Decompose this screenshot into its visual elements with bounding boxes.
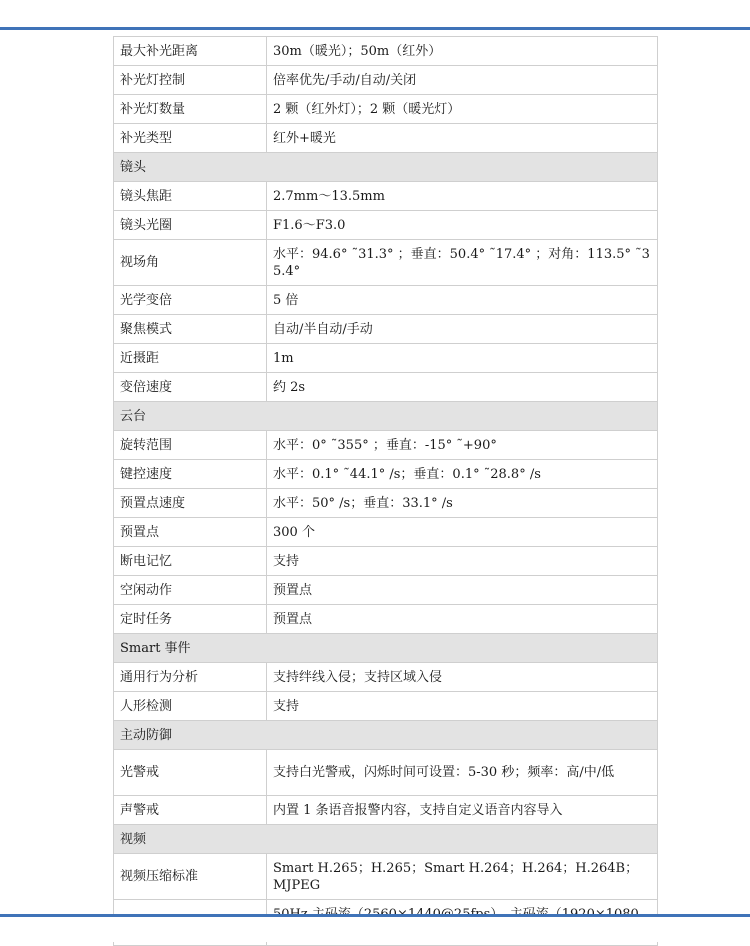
spec-value-cell: 红外+暖光 xyxy=(267,124,658,153)
table-row xyxy=(114,796,658,825)
table-row xyxy=(114,854,658,900)
spec-key-cell: 声警戒 xyxy=(114,796,267,825)
spec-key-cell: 通用行为分析 xyxy=(114,663,267,692)
spec-value-cell: 1m xyxy=(267,344,658,373)
table-row xyxy=(114,663,658,692)
table-row xyxy=(114,95,658,124)
spec-key-cell: 键控速度 xyxy=(114,460,267,489)
page-footer xyxy=(0,917,750,942)
table-row xyxy=(114,460,658,489)
table-row xyxy=(114,547,658,576)
spec-key-cell: 聚焦模式 xyxy=(114,315,267,344)
section-header-row xyxy=(114,402,658,431)
table-row xyxy=(114,750,658,796)
spec-value-cell: 预置点 xyxy=(267,605,658,634)
table-row xyxy=(114,692,658,721)
spec-value-cell: 2 颗（红外灯）；2 颗（暖光灯） xyxy=(267,95,658,124)
table-row xyxy=(114,286,658,315)
section-header-row xyxy=(114,825,658,854)
spec-key-cell: 人形检测 xyxy=(114,692,267,721)
spec-key-cell: 空闲动作 xyxy=(114,576,267,605)
section-title: Smart 事件 xyxy=(114,634,658,663)
spec-key-cell: 补光类型 xyxy=(114,124,267,153)
spec-value-cell: F1.6～F3.0 xyxy=(267,211,658,240)
spec-value-cell: 30m（暖光）；50m（红外） xyxy=(267,37,658,66)
spec-value-cell: 预置点 xyxy=(267,576,658,605)
spec-key-cell: 变倍速度 xyxy=(114,373,267,402)
section-title: 镜头 xyxy=(114,153,658,182)
table-row xyxy=(114,124,658,153)
spec-key-cell: 光学变倍 xyxy=(114,286,267,315)
spec-key-cell: 定时任务 xyxy=(114,605,267,634)
spec-value-cell: 倍率优先/手动/自动/关闭 xyxy=(267,66,658,95)
table-row xyxy=(114,240,658,286)
table-row xyxy=(114,605,658,634)
spec-value-cell: 水平：50° /s；垂直：33.1° /s xyxy=(267,489,658,518)
table-row xyxy=(114,344,658,373)
spec-value-cell: 300 个 xyxy=(267,518,658,547)
table-row xyxy=(114,518,658,547)
spec-value-cell: 自动/半自动/手动 xyxy=(267,315,658,344)
spec-value-cell: 内置 1 条语音报警内容，支持自定义语音内容导入 xyxy=(267,796,658,825)
table-row xyxy=(114,211,658,240)
spec-value-cell: 水平：0° ˜355° ；垂直：-15° ˜+90° xyxy=(267,431,658,460)
spec-value-cell: 支持白光警戒，闪烁时间可设置：5-30 秒；频率：高/中/低 xyxy=(267,750,658,796)
spec-key-cell: 视频压缩标准 xyxy=(114,854,267,900)
spec-key-cell: 补光灯数量 xyxy=(114,95,267,124)
spec-table-container xyxy=(113,36,658,910)
spec-value-cell: 水平：94.6° ˜31.3° ；垂直：50.4° ˜17.4° ；对角：113.5° ˜35.4° xyxy=(267,240,658,286)
spec-value-cell: 2.7mm～13.5mm xyxy=(267,182,658,211)
spec-key-cell: 旋转范围 xyxy=(114,431,267,460)
spec-value-cell: 支持 xyxy=(267,692,658,721)
section-title: 云台 xyxy=(114,402,658,431)
spec-key-cell: 近摄距 xyxy=(114,344,267,373)
spec-value-cell: 5 倍 xyxy=(267,286,658,315)
table-row xyxy=(114,431,658,460)
spec-value-cell: 支持 xyxy=(267,547,658,576)
spec-value-cell: 水平：0.1° ˜44.1° /s；垂直：0.1° ˜28.8° /s xyxy=(267,460,658,489)
spec-key-cell: 断电记忆 xyxy=(114,547,267,576)
table-row xyxy=(114,489,658,518)
section-header-row xyxy=(114,634,658,663)
spec-table-body xyxy=(114,37,658,946)
spec-value-cell: 约 2s xyxy=(267,373,658,402)
table-row xyxy=(114,315,658,344)
section-header-row xyxy=(114,721,658,750)
spec-key-cell: 镜头光圈 xyxy=(114,211,267,240)
spec-key-cell: 光警戒 xyxy=(114,750,267,796)
spec-value-cell: Smart H.265；H.265；Smart H.264；H.264；H.264B；MJPEG xyxy=(267,854,658,900)
spec-key-cell: 最大补光距离 xyxy=(114,37,267,66)
section-title: 主动防御 xyxy=(114,721,658,750)
table-row xyxy=(114,37,658,66)
table-row xyxy=(114,66,658,95)
spec-key-cell: 镜头焦距 xyxy=(114,182,267,211)
spec-table xyxy=(113,36,658,946)
spec-value-cell: 支持绊线入侵；支持区域入侵 xyxy=(267,663,658,692)
table-row xyxy=(114,576,658,605)
spec-key-cell: 视场角 xyxy=(114,240,267,286)
spec-key-cell: 预置点 xyxy=(114,518,267,547)
table-row xyxy=(114,373,658,402)
section-header-row xyxy=(114,153,658,182)
section-title: 视频 xyxy=(114,825,658,854)
header-rule xyxy=(0,27,750,30)
spec-key-cell: 补光灯控制 xyxy=(114,66,267,95)
spec-key-cell: 预置点速度 xyxy=(114,489,267,518)
table-row xyxy=(114,182,658,211)
